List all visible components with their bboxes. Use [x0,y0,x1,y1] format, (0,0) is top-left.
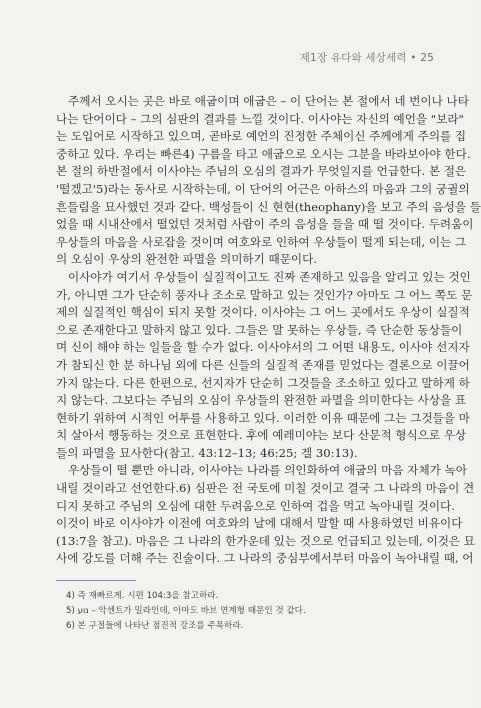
text-line: '떨겠고'5)라는 동사로 시작하는데, 이 단어의 어근은 아하스의 마음과 그의 궁궐의 [56,181,470,196]
text-line: (13:7을 참고). 마음은 그 나라의 한가운데 있는 것으로 언급되고 있는데, 이것은 묘 [56,533,475,548]
footnote-4: 4) 즉 재빠르게. 시편 104:3을 참고하라. [66,591,219,601]
text-line: 주께서 오시는 곳은 바로 애굽이며 애굽은 – 이 단어는 본 절에서 네 번이나 나타 [68,94,469,108]
text-line: 가 참되신 한 분 하나님 외에 다른 신들의 실질적 존재를 믿었다는 결론으로 이끌어 [56,357,470,372]
text-line: 이것이 바로 이사야가 이전에 여호와의 날에 대해서 말할 때 사용하였던 비유이다 [56,516,463,531]
text-line: 가, 아니면 그가 단순히 풍자나 조소로 말하고 있는 것인가? 아마도 그 어느 쪽도 문 [56,287,473,302]
text-line: 는 도입어로 시작하고 있으며, 곧바로 예언의 진정한 주체이신 주께에게 주의를 집 [56,129,467,144]
text-line: 중하고 있다. 우리는 빠른4) 구름을 타고 애굽으로 오시는 그분을 바라보아야 한다. [56,146,471,161]
text-line: 현하기 위하여 시적인 어투를 사용하고 있다. 이러한 이유 때문에 그는 그것들을 마 [56,410,470,425]
text-line: 사에 강도를 더해 주는 진술이다. 그 나라의 중심부에서부터 마음이 녹아내릴 때, 어 [56,551,474,566]
body-text [56,93,481,568]
text-line: 치 살아서 행동하는 것으로 표현한다. 후에 예레미야는 보다 산문적 형식으로 우상 [56,428,467,443]
text-line: 우상들이 떨 뿐만 아니라, 이사야는 나라를 의인화하여 애굽의 마음 자체가 녹아 [68,463,467,478]
text-line: 었을 때 시내산에서 떨었던 것처럼 사람이 주의 음성을 들을 때 떨 것이다. 두려움이 [56,217,474,232]
text-line: 가지 않는다. 다른 한편으로, 선지자가 단순히 그것들을 조소하고 있다고 말하게 하 [56,375,470,390]
running-header: 제1장 유다와 세상세력 • 25 [299,52,434,64]
text-line: 제의 실질적인 핵심이 되지 못할 것이다. 이사야는 그 어느 곳에서도 우상이 실질적 [56,305,470,320]
text-line: 으로 존재한다고 말하지 않고 있다. 그들은 말 못하는 우상들, 즉 단순한 동상들이 [56,322,463,337]
text-line: 디지 못하고 주님의 오심에 대한 두려움으로 인하여 겁을 먹고 녹아내릴 것이다. [56,498,455,513]
text-line: 들의 파멸을 묘사한다(참고. 43:12–13; 46:25; 겔 30:13). [56,445,358,460]
footnotes [66,589,426,634]
text-line: 의 오심이 우상의 완전한 파멸을 의미하기 때문이다. [56,252,317,267]
text-line: 흔들림을 묘사했던 것과 같다. 백성들이 신 현현(theophany)을 보고 주의 음성을 들 [56,199,481,214]
text-line: 우상들의 마음을 사로잡을 것이며 여호와로 인하여 우상들이 떨게 되는데, 이는 그 [56,234,467,249]
footnote-5: 5) ‏נוע – 악센트가 밀라인데, 아마도 바브 연계형 때문인 것 같다. [66,606,306,616]
text-line: 본 절의 하반절에서 이사야는 주님의 오심의 결과가 무엇일지를 언급한다. 본 절은 [56,164,467,179]
text-line: 내릴 것이라고 선언한다.6) 심판은 전 국토에 미칠 것이고 결국 그 나라의 마음이 견 [56,481,475,496]
text-line: 지 않는다. 그보다는 주님의 오심이 우상들의 완전한 파멸을 의미한다는 사상을 표 [56,393,467,408]
footnote-6: 6) 본 구절들에 나타난 점진적 강조를 주목하라. [66,621,244,631]
text-line: 나는 단어이다 – 그의 심판의 결과를 느낄 것이다. 이사야는 자신의 예언을 "보라" [56,111,464,126]
text-line: 이사야가 여기서 우상들이 실질적이고도 진짜 존재하고 있음을 알리고 있는 것인 [68,269,471,284]
text-line: 며 신이 해야 하는 일들을 할 수가 없다. 이사야서의 그 어떤 내용도, 이사야 선지자 [56,340,470,355]
footnote-divider [56,580,136,581]
